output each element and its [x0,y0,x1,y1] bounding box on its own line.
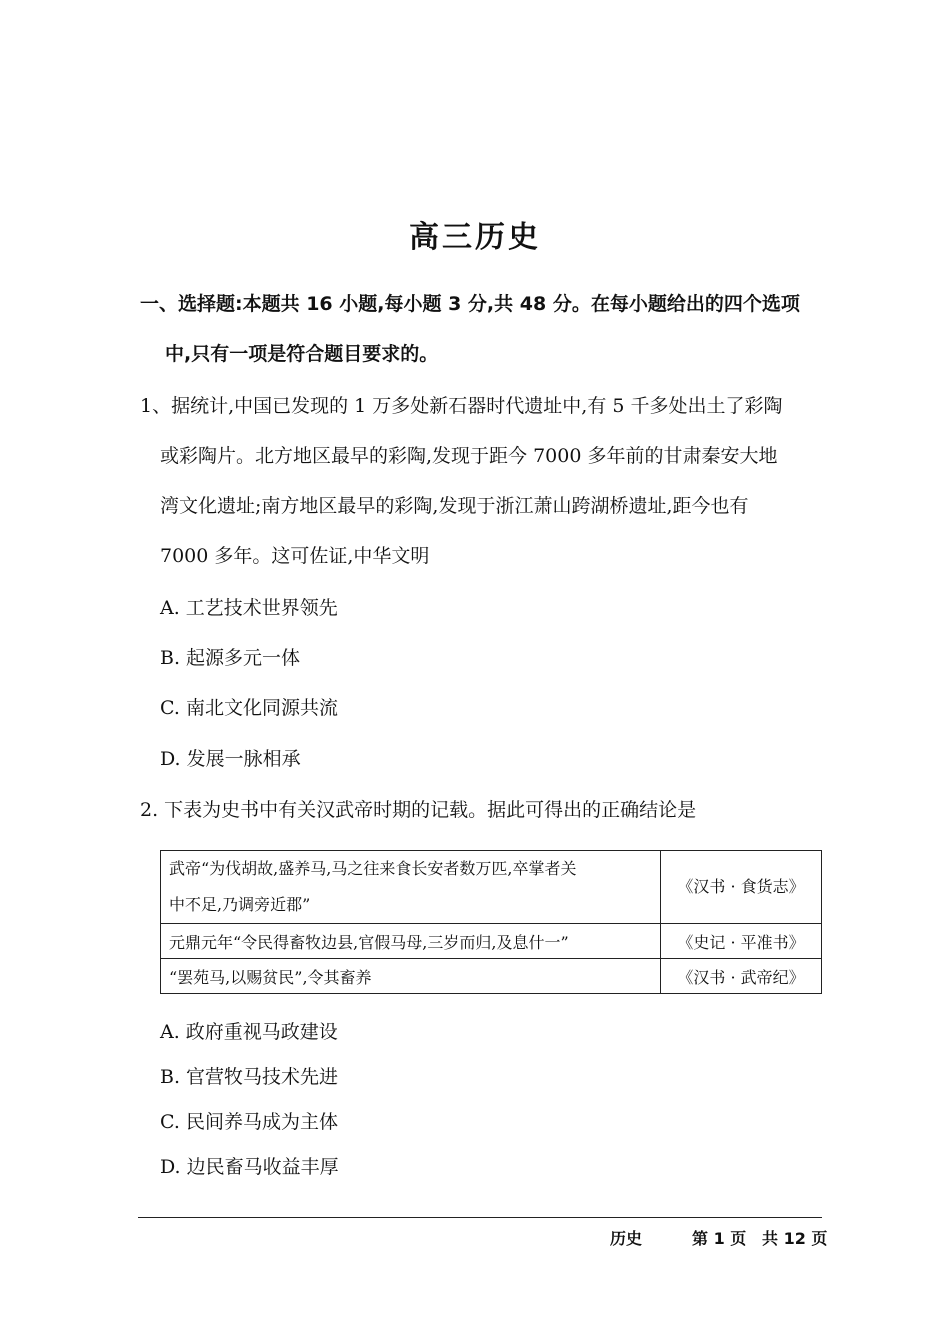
record-text-line-1: 武帝“为伐胡故,盛养马,马之往来食长安者数万匹,卒掌者关 [169,859,577,878]
question-1-stem-line-2: 或彩陶片。北方地区最早的彩陶,发现于距今 7000 多年前的甘肃秦安大地 [160,445,778,467]
record-source-cell: 《汉书 · 武帝纪》 [661,959,822,994]
record-text-cell [161,851,661,924]
question-2-stem: 2. 下表为史书中有关汉武帝时期的记载。据此可得出的正确结论是 [140,799,697,821]
question-1-option-d[interactable]: D. 发展一脉相承 [160,748,301,770]
record-text-cell: 元鼎元年“令民得畜牧边县,官假马母,三岁而归,及息什一” [161,924,661,959]
section-instruction-line-1: 一、选择题:本题共 16 小题,每小题 3 分,共 48 分。在每小题给出的四个选项 [140,293,800,315]
table-row [161,924,822,959]
question-1-stem-line-1: 1、据统计,中国已发现的 1 万多处新石器时代遗址中,有 5 千多处出土了彩陶 [140,395,783,417]
question-2-option-c[interactable]: C. 民间养马成为主体 [160,1111,338,1133]
question-1-option-b[interactable]: B. 起源多元一体 [160,647,301,669]
question-1-option-a[interactable]: A. 工艺技术世界领先 [160,597,338,619]
footer-divider [138,1217,822,1218]
question-2-option-b[interactable]: B. 官营牧马技术先进 [160,1066,339,1088]
table-row [161,959,822,994]
record-source-cell: 《汉书 · 食货志》 [661,851,822,924]
question-1-stem-line-4: 7000 多年。这可佐证,中华文明 [160,545,430,567]
history-records-table [160,850,822,994]
question-1-option-c[interactable]: C. 南北文化同源共流 [160,697,338,719]
record-text-cell: “罢苑马,以赐贫民”,令其畜养 [161,959,661,994]
record-text-line-2: 中不足,乃调旁近郡” [169,895,311,914]
section-instruction-line-2: 中,只有一项是符合题目要求的。 [165,343,439,365]
footer-page-number: 第 1 页 [692,1229,747,1248]
footer-subject: 历史 [610,1229,643,1248]
record-source-cell: 《史记 · 平准书》 [661,924,822,959]
question-1-stem-line-3: 湾文化遗址;南方地区最早的彩陶,发现于浙江萧山跨湖桥遗址,距今也有 [160,495,749,517]
question-2-option-a[interactable]: A. 政府重视马政建设 [160,1021,338,1043]
footer-total-pages: 共 12 页 [762,1229,828,1248]
question-2-option-d[interactable]: D. 边民畜马收益丰厚 [160,1156,339,1178]
page-title: 高三历史 [409,220,541,255]
table-row [161,851,822,924]
